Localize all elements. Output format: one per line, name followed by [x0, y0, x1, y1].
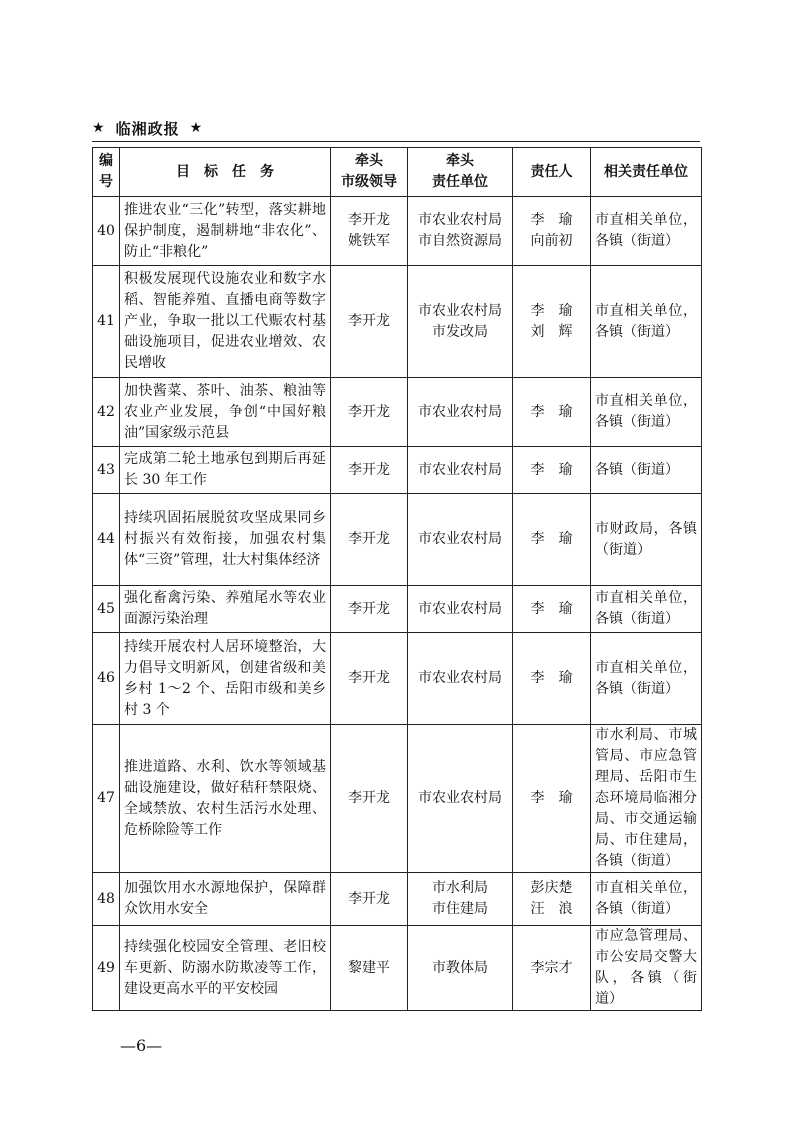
- header-person: 责任人: [513, 148, 591, 197]
- row-person: 李 瑜 向前初: [513, 197, 591, 266]
- row-number: 46: [93, 633, 120, 725]
- row-leader: 李开龙: [331, 447, 408, 494]
- page-number: —6—: [120, 1036, 163, 1055]
- row-related: 各镇（街道）: [591, 447, 702, 494]
- row-related: 市直相关单位，各镇（街道）: [591, 266, 702, 378]
- row-task: 积极发展现代设施农业和数字水稻、智能养殖、直播电商等数字产业，争取一批以工代赈农村基础设施项目，促进农业增效、农民增收: [120, 266, 331, 378]
- row-unit: 市教体局: [408, 926, 513, 1011]
- row-related: 市水利局、市城管局、市应急管理局、岳阳市生态环境局临湘分局、市交通运输局、市住建局，各镇（街道）: [591, 725, 702, 873]
- row-unit: 市农业农村局: [408, 494, 513, 586]
- table-row: [93, 447, 702, 494]
- row-unit: 市农业农村局: [408, 378, 513, 447]
- row-task: 持续巩固拓展脱贫攻坚成果同乡村振兴有效衔接，加强农村集体“三资”管理，壮大村集体经济: [120, 494, 331, 586]
- task-table: [92, 147, 702, 1011]
- row-number: 47: [93, 725, 120, 873]
- table-row: [93, 378, 702, 447]
- row-leader: 李开龙 姚铁军: [331, 197, 408, 266]
- row-task: 持续开展农村人居环境整治，大力倡导文明新风，创建省级和美乡村 1～2 个、岳阳市级和美乡村 3 个: [120, 633, 331, 725]
- row-leader: 李开龙: [331, 586, 408, 633]
- row-task: 持续强化校园安全管理、老旧校车更新、防溺水防欺凌等工作，建设更高水平的平安校园: [120, 926, 331, 1011]
- row-related: 市财政局，各镇（街道）: [591, 494, 702, 586]
- row-number: 41: [93, 266, 120, 378]
- row-number: 44: [93, 494, 120, 586]
- row-related: 市应急管理局、市公安局交警大队，各镇（街道）: [591, 926, 702, 1011]
- row-person: 彭庆楚 汪 浪: [513, 873, 591, 926]
- row-person: 李 瑜: [513, 494, 591, 586]
- row-related: 市直相关单位，各镇（街道）: [591, 378, 702, 447]
- row-person: 李 瑜: [513, 586, 591, 633]
- row-unit: 市农业农村局: [408, 633, 513, 725]
- row-task: 推进道路、水利、饮水等领域基础设施建设，做好秸秆禁限烧、全域禁放、农村生活污水处理、危桥除险等工作: [120, 725, 331, 873]
- publication-title: 临湘政报: [115, 119, 180, 138]
- row-leader: 李开龙: [331, 633, 408, 725]
- header-task: 目 标 任 务: [120, 148, 331, 197]
- row-number: 48: [93, 873, 120, 926]
- row-unit: 市农业农村局: [408, 447, 513, 494]
- row-related: 市直相关单位，各镇（街道）: [591, 197, 702, 266]
- star-right-icon: ★: [189, 120, 204, 136]
- row-task: 加强饮用水水源地保护，保障群众饮用水安全: [120, 873, 331, 926]
- table-row: [93, 633, 702, 725]
- header-leader: 牵头 市级领导: [331, 148, 408, 197]
- row-related: 市直相关单位，各镇（街道）: [591, 873, 702, 926]
- row-unit: 市农业农村局 市发改局: [408, 266, 513, 378]
- row-number: 43: [93, 447, 120, 494]
- publication-header: [92, 116, 700, 140]
- header-num: 编 号: [93, 148, 120, 197]
- table-row: [93, 926, 702, 1011]
- table-row: [93, 266, 702, 378]
- table-row: [93, 725, 702, 873]
- row-related: 市直相关单位，各镇（街道）: [591, 586, 702, 633]
- table-row: [93, 494, 702, 586]
- row-number: 40: [93, 197, 120, 266]
- row-number: 42: [93, 378, 120, 447]
- row-task: 推进农业“三化”转型，落实耕地保护制度，遏制耕地“非农化”、防止“非粮化”: [120, 197, 331, 266]
- row-unit: 市农业农村局: [408, 586, 513, 633]
- table-row: [93, 586, 702, 633]
- row-task: 完成第二轮土地承包到期后再延长 30 年工作: [120, 447, 331, 494]
- header-related: 相关责任单位: [591, 148, 702, 197]
- row-leader: 李开龙: [331, 266, 408, 378]
- row-person: 李 瑜 刘 辉: [513, 266, 591, 378]
- row-task: 加快酱菜、茶叶、油茶、粮油等农业产业发展，争创“中国好粮油”国家级示范县: [120, 378, 331, 447]
- row-person: 李 瑜: [513, 725, 591, 873]
- row-leader: 李开龙: [331, 494, 408, 586]
- row-person: 李宗才: [513, 926, 591, 1011]
- table-row: [93, 197, 702, 266]
- row-leader: 李开龙: [331, 873, 408, 926]
- row-person: 李 瑜: [513, 633, 591, 725]
- table-header-row: [93, 148, 702, 197]
- row-number: 49: [93, 926, 120, 1011]
- row-leader: 李开龙: [331, 378, 408, 447]
- row-unit: 市农业农村局: [408, 725, 513, 873]
- star-left-icon: ★: [92, 120, 106, 136]
- row-related: 市直相关单位，各镇（街道）: [591, 633, 702, 725]
- row-person: 李 瑜: [513, 447, 591, 494]
- row-leader: 李开龙: [331, 725, 408, 873]
- header-unit: 牵头 责任单位: [408, 148, 513, 197]
- row-number: 45: [93, 586, 120, 633]
- row-unit: 市农业农村局 市自然资源局: [408, 197, 513, 266]
- row-leader: 黎建平: [331, 926, 408, 1011]
- table-row: [93, 873, 702, 926]
- row-task: 强化畜禽污染、养殖尾水等农业面源污染治理: [120, 586, 331, 633]
- row-unit: 市水利局 市住建局: [408, 873, 513, 926]
- row-person: 李 瑜: [513, 378, 591, 447]
- header-rule: [92, 141, 700, 142]
